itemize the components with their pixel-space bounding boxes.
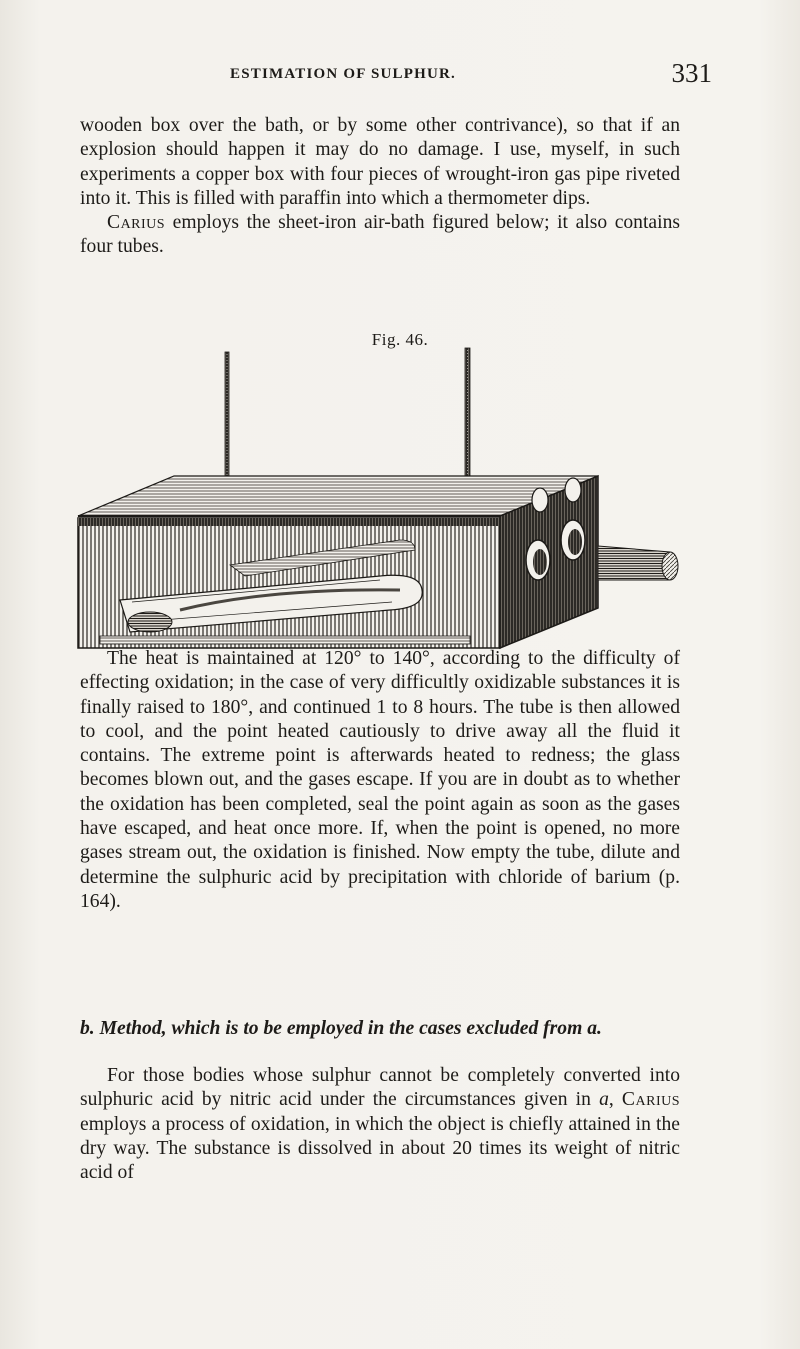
burner — [598, 546, 678, 580]
page-number: 331 — [671, 58, 712, 88]
author-name: Carius — [107, 212, 166, 234]
paragraph-2 — [80, 211, 680, 260]
author-name: Carius — [621, 1089, 680, 1111]
running-head — [80, 58, 712, 98]
paragraph-2-text: employs the sheet-iron air-bath figured below; it also contains four tubes. — [80, 212, 680, 258]
paragraph-1: wooden box over the bath, or by some other contrivance), so that if an explosion should happen it may do no damage. I use, myself, in such experiments a copper box with four pieces of wrought-iron gas pipe riveted into it. This is filled with paraffin into which a thermometer dips. — [80, 115, 680, 209]
section-subheading: b. Method, which is to be employed in the cases excluded from a. — [80, 1018, 602, 1039]
running-head-title: ESTIMATION OF SULPHUR. — [230, 66, 457, 82]
paragraph-continued — [80, 114, 680, 260]
paragraph-4: For those bodies whose sulphur cannot be completely converted into sulphuric acid by nitric acid under the circumstances given in a, Carius employs a process of oxidation, in which the object is chiefly attained in the dry way. The substance is dissolved in about 20 times its weight of nitric acid of — [80, 1065, 680, 1184]
paragraph-4-block — [80, 1064, 680, 1185]
paragraph-3: The heat is maintained at 120° to 140°, according to the difficulty of effecting oxidation; in the case of very difficultly oxidizable substances it is finally raised to 180°, and continued 1 to 8 hours. The tube is then allowed to cool, and the point heated cautiously to drive away all the fluid it contains. The extreme point is afterwards heated to redness; the glass becomes blown out, and the gases escape. If you are in doubt as to whether the oxidation has been completed, seal the point again as soon as the gases have escaped, and heat once more. If, when the point is opened, no more gases stream out, the oxidation is finished. Now empty the tube, dilute and determine the sulphuric acid by precipitation with chloride of barium (p. 164). — [80, 648, 680, 912]
tube-opening — [532, 488, 548, 512]
air-bath-illustration — [70, 340, 690, 660]
tube-opening — [565, 478, 581, 502]
figure-caption: Fig. 46. — [371, 330, 429, 349]
